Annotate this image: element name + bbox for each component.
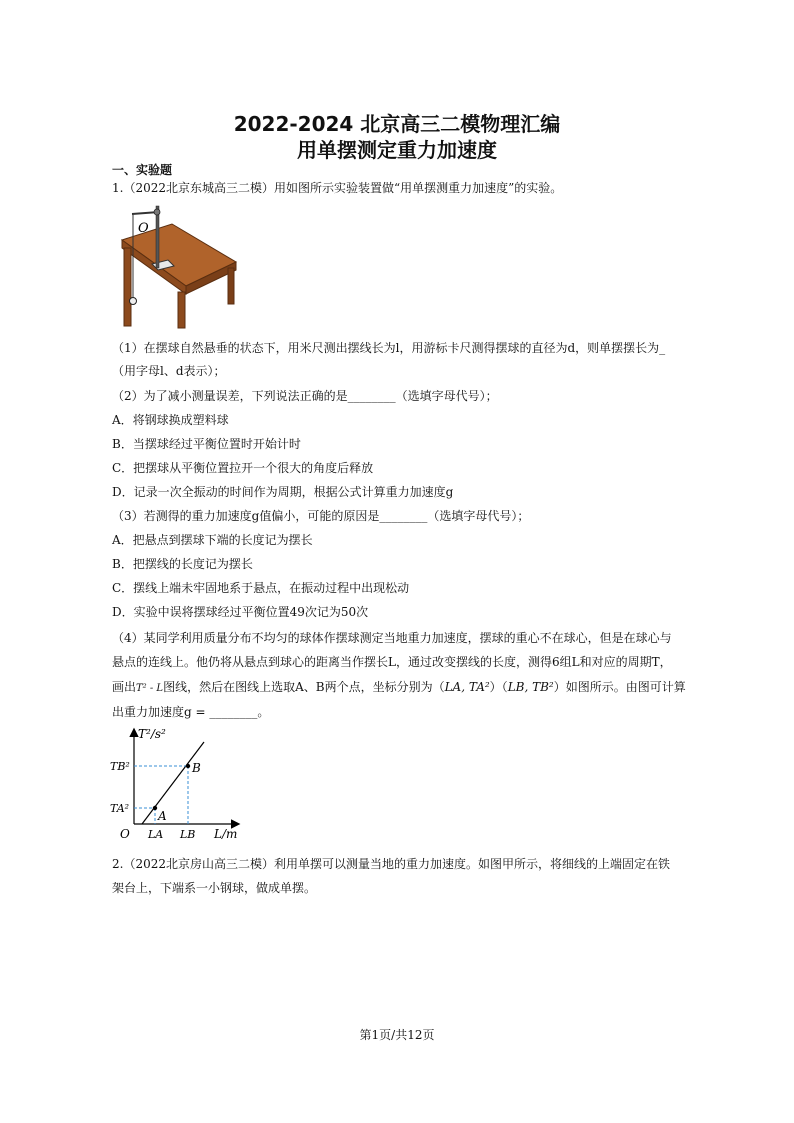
q1-part3-option-a: A．把悬点到摆球下端的长度记为摆长 xyxy=(112,533,313,547)
q1-part4-line3-start: 画出 xyxy=(112,680,137,694)
q2-line2: 架台上，下端系一小钢球，做成单摆。 xyxy=(112,881,317,895)
xtick-la: LA xyxy=(148,828,164,841)
pendulum-apparatus-figure xyxy=(112,202,240,330)
q1-part1-line2: （用字母l、d表示）； xyxy=(112,364,226,378)
xtick-lb: LB xyxy=(180,828,196,841)
q1-part3-option-d: D．实验中误将摆球经过平衡位置49次记为50次 xyxy=(112,605,369,619)
q1-part4-line3-end: ）如图所示。由图可计算 xyxy=(553,680,686,694)
q1-part2-option-b: B．当摆球经过平衡位置时开始计时 xyxy=(112,437,301,451)
document-title: 2022-2024 北京高三二模物理汇编 xyxy=(233,112,561,136)
q1-part3: （3）若测得的重力加速度g值偏小，可能的原因是________（选填字母代号）； xyxy=(112,509,530,523)
q1-part2-option-c: C．把摆球从平衡位置拉开一个很大的角度后释放 xyxy=(112,461,374,475)
q2-line1: 2.（2022北京房山高三二模）利用单摆可以测量当地的重力加速度。如图甲所示，将细线的上端固定在铁 xyxy=(112,857,670,871)
t2-l-graph-svg xyxy=(110,724,250,848)
y-axis-label: T²/s² xyxy=(138,727,166,741)
q1-part2-option-a: A．将钢球换成塑料球 xyxy=(112,413,229,427)
q1-intro: 1.（2022北京东城高三二模）用如图所示实验装置做“用单摆测重力加速度”的实验。 xyxy=(112,181,563,195)
t2-l-graph xyxy=(110,724,250,848)
q1-part1-line1: （1）在摆球自然悬垂的状态下，用米尺测出摆线长为l，用游标卡尺测得摆球的直径为d，则单摆摆长为_ xyxy=(112,341,666,355)
q1-part4-line3-sep: ）（ xyxy=(489,680,508,694)
point-a xyxy=(153,806,157,810)
point-b-label: B xyxy=(192,761,201,775)
q1-part4-line3 xyxy=(112,679,692,697)
t2-l-line xyxy=(142,742,204,824)
document-subtitle: 用单摆测定重力加速度 xyxy=(297,138,497,162)
q1-part4-line3-mid: 图线，然后在图线上选取A、B两个点，坐标分别为（ xyxy=(163,680,445,694)
x-axis-label: L/m xyxy=(214,827,238,841)
q1-part4-line4: 出重力加速度g = ________。 xyxy=(112,705,270,719)
point-o-label: O xyxy=(138,221,149,236)
section-heading: 一、实验题 xyxy=(112,163,173,177)
q1-part3-option-b: B．把摆线的长度记为摆长 xyxy=(112,557,253,571)
ytick-ta2: TA² xyxy=(110,802,130,815)
point-a-label: A xyxy=(158,809,167,823)
q1-part2-option-d: D．记录一次全振动的时间作为周期，根据公式计算重力加速度g xyxy=(112,485,454,499)
ytick-tb2: TB² xyxy=(110,760,130,773)
pendulum-apparatus-illustration xyxy=(112,202,240,330)
q1-part4-line1: （4）某同学利用质量分布不均匀的球体作摆球测定当地重力加速度，摆球的重心不在球心，但是在球心与 xyxy=(112,631,672,645)
t2-l-expression: T² - L xyxy=(136,683,164,694)
page-number-footer: 第1页/共12页 xyxy=(359,1028,435,1042)
origin-label: O xyxy=(120,827,130,841)
q1-part2: （2）为了减小测量误差，下列说法正确的是________（选填字母代号）； xyxy=(112,389,498,403)
q1-part4-line2: 悬点的连线上。他仍将从悬点到球心的距离当作摆长L，通过改变摆线的长度，测得6组L和对应的周期T， xyxy=(112,655,672,669)
point-b xyxy=(186,764,190,768)
coord-b: LB, TB² xyxy=(507,680,554,694)
q1-part3-option-c: C．摆线上端未牢固地系于悬点，在振动过程中出现松动 xyxy=(112,581,410,595)
coord-a: LA, TA² xyxy=(444,680,490,694)
